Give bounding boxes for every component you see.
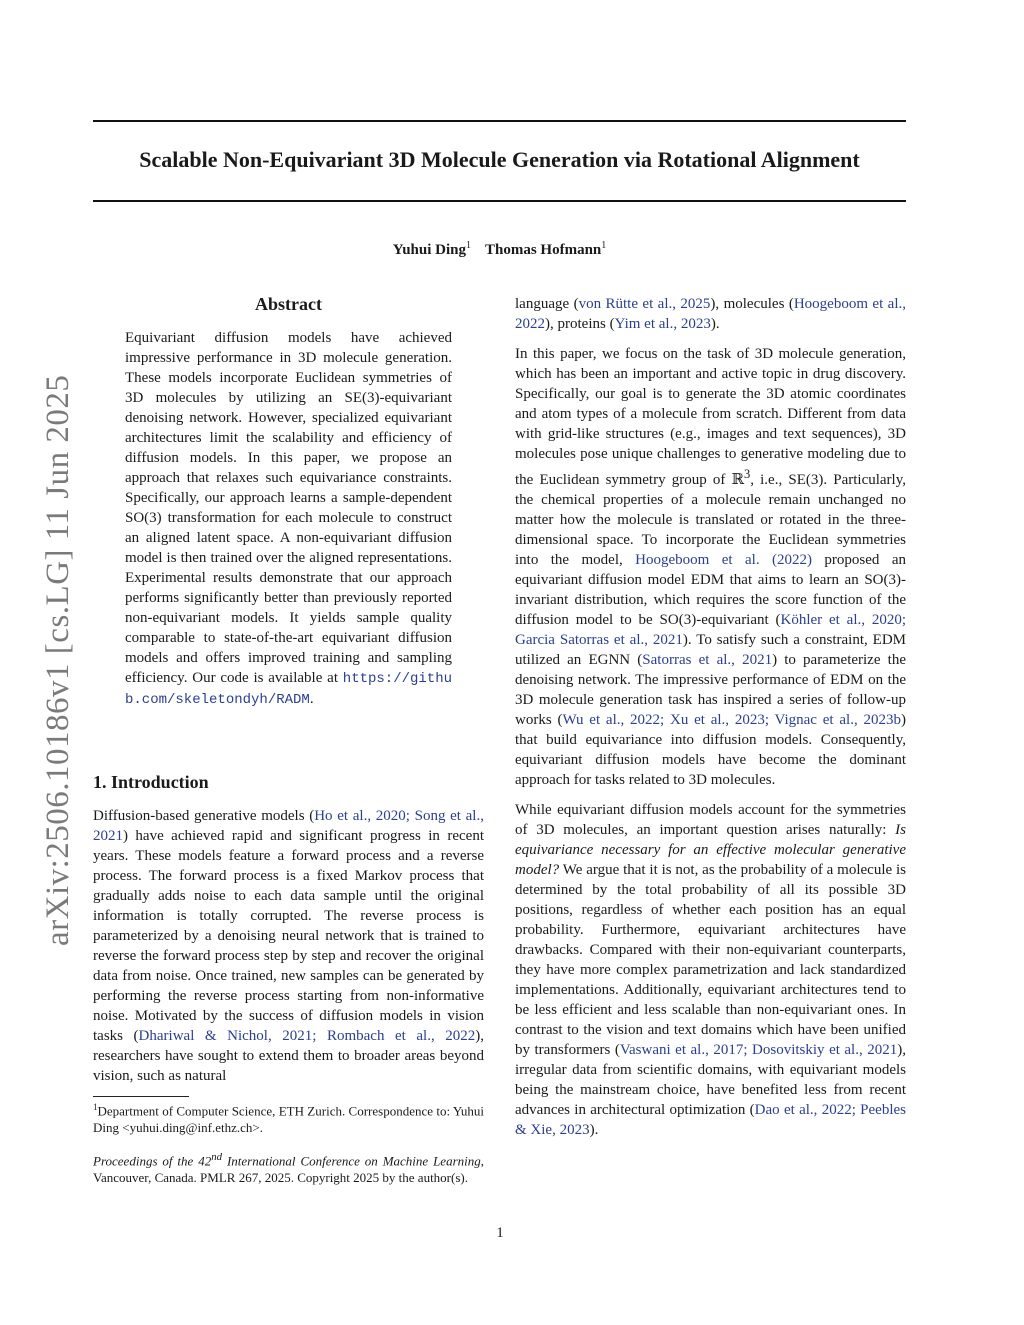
title-top-rule: [93, 120, 906, 122]
proceedings-note: Proceedings of the 42nd International Conference on Machine Learning, Vancouver, Canada. PMLR 267, 2025. Copyright 2025 by the author(s).: [93, 1151, 484, 1186]
citation-link[interactable]: Wu et al., 2022; Xu et al., 2023; Vignac et al., 2023b: [562, 712, 901, 728]
arxiv-stamp: arXiv:2506.10186v1 [cs.LG] 11 Jun 2025: [40, 374, 76, 946]
citation-link[interactable]: Dao et al., 2022; Peebles & Xie, 2023: [515, 1102, 906, 1138]
author-list: [93, 236, 906, 260]
citation-link[interactable]: Hoogeboom et al. (2022): [635, 552, 812, 568]
section-heading-introduction: 1. Introduction: [93, 772, 209, 792]
citation-link[interactable]: Yim et al., 2023: [614, 316, 711, 332]
intro-paragraph: Diffusion-based generative models (Ho et al., 2020; Song et al., 2021) have achieved rapid and significant progress in recent years. These models feature a forward process and a reverse process. The forward process is a fixed Markov process that gradually adds noise to each data sample until the original information is totally corrupted. The reverse process is parameterized by a denoising neural network that is trained to reverse the forward process step by step and recover the original data from noise. Once trained, new samples can be generated by performing the reverse process starting from non-informative noise. Motivated by the success of diffusion models in vision tasks (Dhariwal & Nichol, 2021; Rombach et al., 2022), researchers have sought to extend them to broader areas beyond vision, such as natural: [93, 808, 484, 1084]
footnote-affiliation: $^1$Department of Computer Science, ETH Zurich. Correspondence to: Yuhui Ding <yuhui.ding@inf.ethz.ch>.: [93, 1102, 484, 1136]
abstract-text: Equivariant diffusion models have achieved impressive performance in 3D molecule generation. These models incorporate Euclidean symmetries of 3D molecules by utilizing an SE(3)-equivariant denoising network. However, specialized equivariant architectures limit the scalability and efficiency of diffusion models. In this paper, we propose an approach that relaxes such equivariance constraints. Specifically, our approach learns a sample-dependent SO(3) transformation for each molecule to construct an aligned latent space. A non-equivariant diffusion model is then trained over the aligned representations. Experimental results demonstrate that our approach performs significantly better than previously reported non-equivariant models. It yields sample quality comparable to state-of-the-art equivariant diffusion models and offers improved training and sampling efficiency. Our code is available at: [125, 330, 452, 686]
page-number: 1: [496, 1225, 504, 1241]
author-name: Yuhui Ding: [392, 242, 466, 258]
author-affiliation: 1: [601, 240, 607, 251]
footnote-rule: [93, 1096, 189, 1097]
citation-link[interactable]: von Rütte et al., 2025: [578, 296, 711, 312]
paragraph: While equivariant diffusion models account for the symmetries of 3D molecules, an important question arises naturally: Is equivariance necessary for an effective molecular generative model? We argue that it is not, as the probability of a molecule is determined by the total probability of all its possible 3D positions, regardless of whether each position has an equal probability. Furthermore, equivariant architectures have drawbacks. Compared with their non-equivariant counterparts, they have more complex parametrization and lack standardized implementations. Additionally, equivariant architectures tend to be less efficient and less scalable than non-equivariant ones. In contrast to the vision and text domains which have been unified by transformers (Vaswani et al., 2017; Dosovitskiy et al., 2021), irregular data from scientific domains, with equivariant models being the mainstream choice, have benefited less from recent advances in architectural optimization (Dao et al., 2022; Peebles & Xie, 2023).: [515, 802, 906, 1138]
author-name: Thomas Hofmann: [484, 242, 602, 258]
abstract-body: Equivariant diffusion models have achieved impressive performance in 3D molecule generation. These models incorporate Euclidean symmetries of 3D molecules by utilizing an SE(3)-equivariant denoising network. However, specialized equivariant architectures limit the scalability and efficiency of diffusion models. In this paper, we propose an approach that relaxes such equivariance constraints. Specifically, our approach learns a sample-dependent SO(3) transformation for each molecule to construct an aligned latent space. A non-equivariant diffusion model is then trained over the aligned representations. Experimental results demonstrate that our approach performs significantly better than previously reported non-equivariant models. It yields sample quality comparable to state-of-the-art equivariant diffusion models and offers improved training and sampling efficiency. Our code is available at https://github.com/skeletondyh/RADM.: [125, 330, 453, 708]
citation-link[interactable]: Hoogeboom et al., 2022: [515, 296, 906, 332]
code-link[interactable]: https://github.com/skeletondyh/RADM: [125, 671, 453, 708]
right-column-body: [515, 294, 906, 1140]
citation-link[interactable]: Dhariwal & Nichol, 2021; Rombach et al., 2022: [138, 1028, 476, 1044]
citation-link[interactable]: Vaswani et al., 2017; Dosovitskiy et al., 2021: [619, 1042, 898, 1058]
title-bottom-rule: [93, 200, 906, 202]
abstract-heading: Abstract: [255, 294, 322, 314]
research-question: Is equivariance necessary for an effective molecular generative model?: [515, 822, 906, 878]
paper-title: Scalable Non-Equivariant 3D Molecule Generation via Rotational Alignment: [139, 147, 860, 172]
paragraph: language (von Rütte et al., 2025), molecules (Hoogeboom et al., 2022), proteins (Yim et al., 2023).: [515, 296, 906, 332]
citation-link[interactable]: Satorras et al., 2021: [642, 652, 773, 668]
author-affiliation: 1: [465, 240, 471, 251]
paragraph: In this paper, we focus on the task of 3D molecule generation, which has been an important and active topic in drug discovery. Specifically, our goal is to generate the 3D atomic coordinates and atom types of a molecule from scratch. Different from data with grid-like structures (e.g., images and text sequences), 3D molecules pose unique challenges to generative modeling due to the Euclidean symmetry group of ℝ$^3$, i.e., SE(3). Particularly, the chemical properties of a molecule remain unchanged no matter how the molecule is translated or rotated in the three-dimensional space. To incorporate the Euclidean symmetries into the model, Hoogeboom et al. (2022) proposed an equivariant diffusion model EDM that aims to learn an SO(3)-invariant distribution, which requires the score function of the diffusion model to be SO(3)-equivariant (Köhler et al., 2020; Garcia Satorras et al., 2021). To satisfy such a constraint, EDM utilized an EGNN (Satorras et al., 2021) to parameterize the denoising network. The impressive performance of EDM on the 3D molecule generation task has inspired a series of follow-up works (Wu et al., 2022; Xu et al., 2023; Vignac et al., 2023b) that build equivariance into diffusion models. Consequently, equivariant diffusion models have become the dominant approach for tasks related to 3D molecules.: [515, 346, 906, 788]
citation-link[interactable]: Köhler et al., 2020; Garcia Satorras et al., 2021: [515, 612, 906, 648]
left-column-body: [93, 806, 484, 1086]
citation-link[interactable]: Ho et al., 2020; Song et al., 2021: [93, 808, 484, 844]
